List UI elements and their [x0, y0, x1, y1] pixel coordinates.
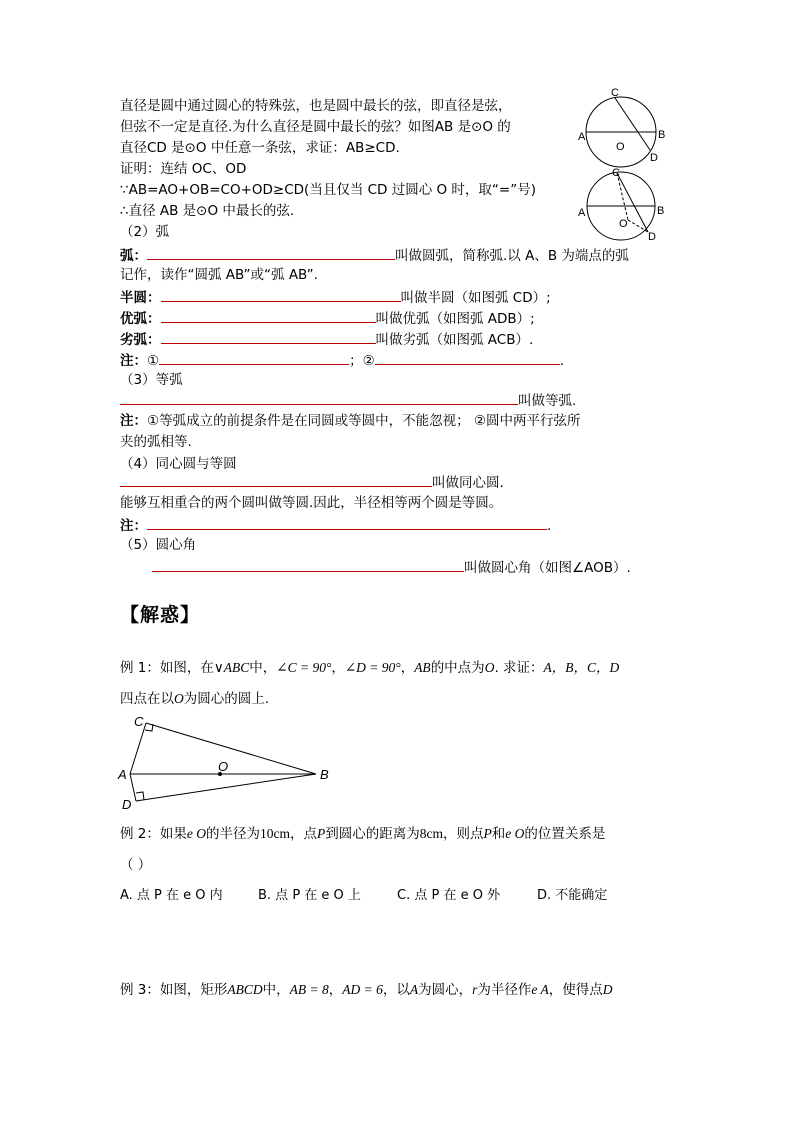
ex1-o-2: O — [174, 691, 184, 706]
intro-line-6: ∴直径 AB 是⊙O 中最长的弦. — [120, 203, 295, 219]
section-title: 【解惑】 — [120, 604, 201, 626]
label-a: A — [578, 131, 586, 143]
ex2-t4: 到圆心的距离为 — [325, 826, 420, 842]
ex1-points: A，B，C，D — [543, 660, 620, 675]
ex3-ab: AB = 8 — [289, 982, 329, 997]
minor-arc-line — [120, 329, 533, 349]
equal-arc-note-text: ①等弧成立的前提条件是在同圆或等圆中，不能忽视； ②圆中两平行弦所 — [147, 413, 581, 429]
right-angle-d — [136, 792, 144, 800]
ex2-radius: 10cm — [260, 826, 291, 841]
label-b: B — [658, 129, 666, 141]
equal-circle-line: 能够互相重合的两个圆叫做等圆.因此，半径相等两个圆是等圆。 — [120, 495, 503, 511]
label-o: O — [218, 759, 229, 774]
intro-line-3: 直径CD 是⊙O 中任意一条弦，求证：AB≥CD. — [120, 140, 400, 156]
ex3-t3: ， — [328, 982, 343, 998]
semicircle-label: 半圆： — [120, 290, 161, 306]
ex1-t7: 为圆心的圆上. — [183, 691, 270, 707]
arc-text: 叫做圆弧，简称弧.以 A、B 为端点的弧 — [395, 248, 629, 264]
equal-arc-line — [120, 390, 576, 410]
concentric-line — [120, 472, 504, 492]
label-a: A — [118, 767, 127, 782]
equal-arc-heading: （3）等弧 — [120, 372, 183, 388]
arc-note-1-marker: ① — [147, 353, 160, 369]
equal-arc-blank[interactable] — [120, 390, 518, 405]
ex1-o: O — [484, 660, 495, 675]
ex2-t3: ，点 — [290, 826, 318, 842]
ex1-triangle: ∨ABC — [213, 660, 250, 675]
label-o-2: O — [619, 218, 628, 230]
label-d-2: D — [648, 231, 656, 243]
option-a[interactable]: A. 点 P 在 e O 内 — [120, 888, 223, 903]
major-arc-blank[interactable] — [161, 308, 376, 323]
ex1-t5: . 求证： — [494, 660, 544, 676]
ex3-d: D — [602, 982, 613, 997]
label-c: C — [134, 714, 144, 729]
ex1-ab: AB — [414, 660, 431, 675]
arc-note-blank-1[interactable] — [159, 350, 349, 365]
central-angle-heading: （5）圆心角 — [120, 537, 197, 553]
minor-arc-label: 劣弧： — [120, 332, 161, 348]
ex3-circle: e A — [531, 982, 549, 997]
ex1-angle-d: ∠D = 90° — [344, 660, 401, 675]
arc-note-blank-2[interactable] — [375, 350, 560, 365]
concentric-blank[interactable] — [120, 472, 432, 487]
arc-line — [120, 245, 629, 265]
ex3-r: r — [472, 982, 478, 997]
ex3-t4: ，以 — [382, 982, 410, 998]
label-d: D — [122, 797, 132, 812]
option-c[interactable]: C. 点 P 在 e O 外 — [397, 888, 501, 903]
segment-cb — [146, 723, 316, 774]
concentric-heading: （4）同心圆与等圆 — [120, 456, 237, 472]
major-arc-text: 叫做优弧（如图弧 ADB）; — [375, 311, 535, 327]
equal-arc-note-label: 注： — [120, 413, 147, 429]
ex2-t5: ，则点 — [443, 826, 484, 842]
semicircle-blank[interactable] — [161, 287, 401, 302]
ex2-p: P — [317, 826, 326, 841]
ex2-distance: 8cm — [419, 826, 444, 841]
concentric-note-line — [120, 515, 551, 535]
circle-figure-2 — [578, 165, 674, 243]
label-b: B — [320, 767, 329, 782]
example-2-line-1 — [120, 825, 605, 843]
concentric-note-blank[interactable] — [147, 515, 547, 530]
central-angle-blank[interactable] — [152, 557, 464, 572]
concentric-note-end: . — [547, 518, 552, 534]
intro-line-2: 但弦不一定是直径.为什么直径是圆中最长的弦？如图AB 是⊙O 的 — [120, 119, 511, 135]
ex3-t6: 为半径作 — [477, 982, 532, 998]
concentric-note-label: 注： — [120, 518, 147, 534]
option-b[interactable]: B. 点 P 在 e O 上 — [258, 888, 361, 903]
ex2-t7: 的位置关系是 — [524, 826, 606, 842]
intro-line-4: 证明：连结 OC、OD — [120, 161, 247, 177]
ex1-t4: 的中点为 — [430, 660, 485, 676]
ex1-intro: 例 1：如图，在 — [120, 660, 214, 676]
label-o: O — [616, 141, 625, 153]
equal-arc-note-2: 夹的弧相等. — [120, 434, 192, 450]
example-1-line-2 — [120, 690, 269, 708]
ex3-t2: 中， — [262, 982, 290, 998]
label-d: D — [650, 152, 658, 164]
ex3-rect: ABCD — [227, 982, 263, 997]
ex2-circle: e O — [186, 826, 207, 841]
arc-note-line — [120, 350, 564, 370]
arc-note-label: 注： — [120, 353, 147, 369]
intro-line-5: ∵AB=AO+OB=CO+OD≥CD(当且仅当 CD 过圆心 O 时，取“=”号) — [120, 182, 536, 198]
arc-line-2: 记作，读作“圆弧 AB”或“弧 AB”. — [120, 267, 318, 283]
example-3-line-1 — [120, 981, 613, 999]
option-d[interactable]: D. 不能确定 — [537, 888, 608, 903]
segment-db — [136, 774, 316, 801]
ex2-t6: 和 — [491, 826, 506, 842]
ex3-ad: AD = 6 — [342, 982, 383, 997]
arc-blank[interactable] — [147, 245, 395, 260]
label-a-2: A — [578, 207, 586, 219]
semicircle-text: 叫做半圆（如图弧 CD）; — [400, 290, 551, 306]
concentric-text: 叫做同心圆. — [432, 475, 504, 491]
ex2-p-2: P — [483, 826, 492, 841]
ex3-t1: 例 3：如图，矩形 — [120, 982, 228, 998]
arc-note-separator: ；② — [349, 353, 375, 369]
quadrilateral-figure — [116, 712, 338, 814]
segment-ca — [130, 723, 146, 774]
ex3-t5: 为圆心， — [418, 982, 473, 998]
major-arc-label: 优弧： — [120, 311, 161, 327]
ex1-t6: 四点在以 — [120, 691, 174, 707]
ex2-circle-2: e O — [505, 826, 525, 841]
minor-arc-blank[interactable] — [161, 329, 376, 344]
ex1-t3: ， — [400, 660, 415, 676]
central-angle-line — [152, 557, 631, 577]
label-c-2: C — [612, 167, 620, 179]
label-c: C — [611, 88, 619, 99]
example-2-answer-paren: （ ） — [120, 857, 152, 873]
ex3-t7: ，使得点 — [548, 982, 603, 998]
label-b-2: B — [657, 205, 665, 217]
arc-heading: （2）弧 — [120, 224, 170, 240]
arc-note-end: . — [559, 353, 565, 369]
ex3-a: A — [409, 982, 419, 997]
ex1-t2: ， — [331, 660, 345, 676]
ex2-t2: 的半径为 — [206, 826, 261, 842]
ex1-angle-c: ∠C = 90° — [276, 660, 332, 675]
circle-figure-1 — [578, 88, 674, 172]
intro-line-1: 直径是圆中通过圆心的特殊弦，也是圆中最长的弦，即直径是弦， — [120, 98, 512, 114]
example-1-line-1 — [120, 659, 619, 677]
central-angle-text: 叫做圆心角（如图∠AOB）. — [464, 560, 631, 576]
arc-label: 弧： — [120, 248, 147, 264]
major-arc-line — [120, 308, 535, 328]
equal-arc-text: 叫做等弧. — [518, 393, 577, 409]
semicircle-line — [120, 287, 551, 307]
ex2-t1: 例 2：如果 — [120, 826, 187, 842]
ex1-t1: 中， — [249, 660, 277, 676]
equal-arc-note-1 — [120, 412, 581, 430]
radius-oc — [617, 173, 628, 220]
minor-arc-text: 叫做劣弧（如图弧 ACB）. — [375, 332, 534, 348]
